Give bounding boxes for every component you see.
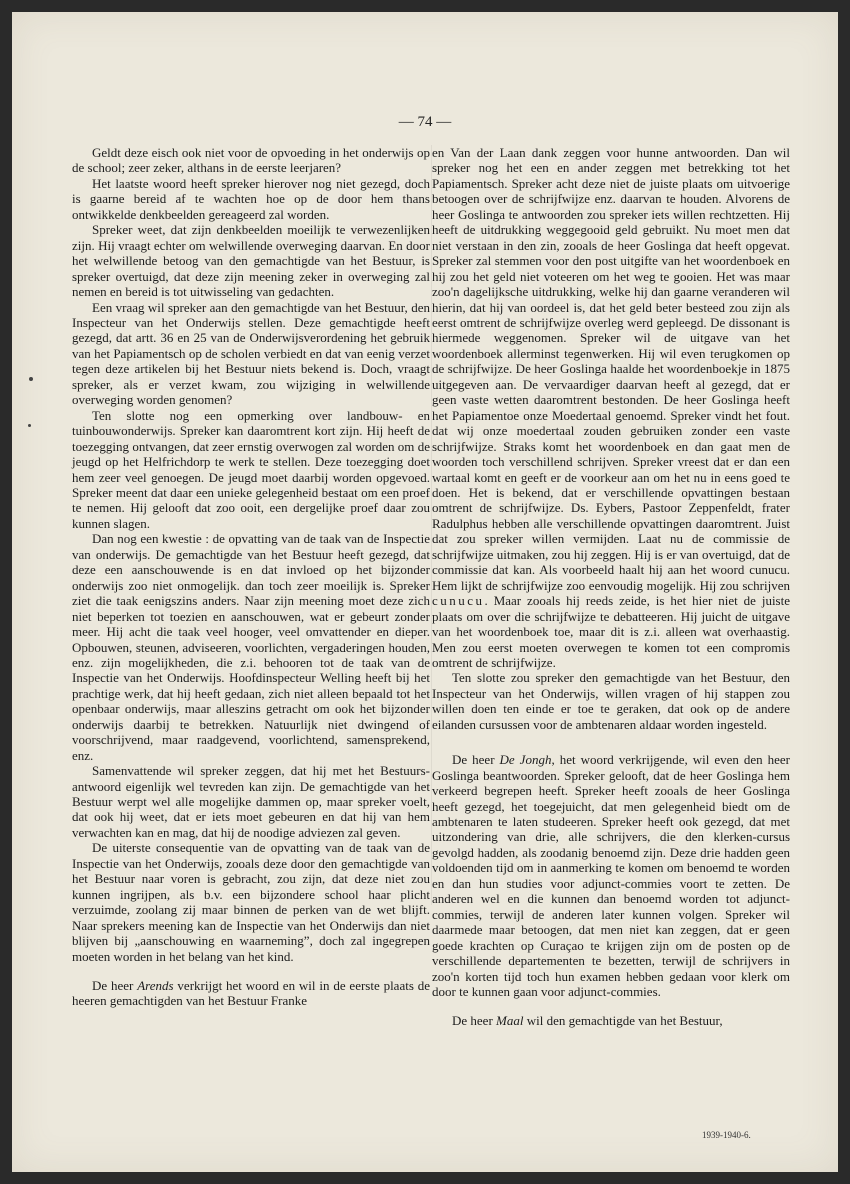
speaker-name: De Jongh (499, 752, 552, 768)
paragraph-maal (432, 1013, 790, 1028)
left-column (72, 145, 430, 1009)
document-page (12, 12, 838, 1172)
paragraph: De uiterste consequentie van de opvatting van de taak van de Inspectie van het Onderwijs, zooals deze door den gemachtigde van het Bestuur naar voren is gebracht, zou zijn, dat deze niet zou kunnen ingrijpen, als b.v. een bijzondere school haar plicht verzuimde, zoolang zij maar binnen de perken van de wet blijft. Naar sprekers meening kan de Inspectie van het Onderwijs dan niet blijven bij „aanschouwing en waarneming”, doch zal ingegrepen moeten worden in het belang van het kind. (72, 840, 430, 964)
speaker-name: Maal (496, 1013, 524, 1029)
paragraph: Het laatste woord heeft spreker hierover nog niet gezegd, doch is gaarne bereid af te wachten hoe op de door hem thans ontwikkelde denkbeelden gereageerd zal worden. (72, 175, 430, 222)
text-run: . Maar zooals hij reeds zeide, is het hier niet de juiste plaats om over die schrijfwijze te debatteeren. Hij juicht de uitgave van het woordenboek toe, maar dit is z.i. alleen wat overhaastig. Men zou eerst moeten overwegen te komen tot een compromis omtrent de schrijfwijze. (432, 593, 790, 670)
paragraph-de-jongh (432, 752, 790, 999)
text-run: De heer (92, 978, 138, 994)
paragraph: Ten slotte nog een opmerking over landbouw- en tuinbouwonderwijs. Spreker kan daaromtrent kort zijn. Hij heeft de toezegging ontvangen, dat zeer ernstig overwogen zal worden om de jeugd op het Helfrichdorp te werk te stellen. Deze toezegging doet hem zeer veel genoegen. De jeugd moet daarbij worden opgevoed. Spreker meent dat daar een unieke gelegenheid bestaat om een proef te nemen. Hij gelooft dat zoo ooit, een dergelijke proef daar zou kunnen slagen. (72, 407, 430, 531)
paragraph: Dan nog een kwestie : de opvatting van de taak van de Inspectie van onderwijs. De gemachtigde van het Bestuur heeft gezegd, dat deze een aanschouwende is en dat invloed op het bijzonder onderwijs zoo niet onmogelijk. dan toch zeer moeilijk is. Spreker ziet die taak eenigszins anders. Naar zijn meening moet deze zich niet beperken tot toezien en aanschouwen, wat er gebeurt zonder meer. Hij acht die taak veel hooger, veel omvattender en dieper. Opbouwen, steunen, adviseeren, voorlichten, vergaderingen houden, enz. zijn mogelijkheden, die z.i. behooren tot de taak van de Inspectie van het Onderwijs. Hoofdinspecteur Welling heeft bij het prachtige werk, dat hij heeft gedaan, zich niet alleen bepaald tot het openbaar onderwijs, maar alleszins getracht om ook het bijzonder onderwijs daarbij te betrekken. Natuurlijk niet dwingend of voorschrijvend, maar raadgevend, voorlichtend, samensprekend, enz. (72, 531, 430, 763)
text-run: De heer (452, 752, 500, 768)
spaced-word: cunucu (432, 593, 485, 609)
text-run: en Van der Laan dank zeggen voor hunne antwoorden. Dan wil spreker nog het een en ander zeggen met betrekking tot het Papiamentsch. Spreker acht deze niet de juiste plaats om uitvoerige betoogen over de schrijfwijze enz. daarvan te houden. Alvorens de heer Goslinga te antwoorden zou spreker iets willen rechtzetten. Hij heeft de uitdrukking weggegooid geld gebruikt. Nu moet men dat niet verstaan in den zin, zooals de heer Goslinga dat heeft opgevat. Spreker zal stemmen voor den post uitgifte van het woordenboek en hij zou het geld niet voteeren om het weg te gooien. Het was maar zoo'n dagelijksche uitdrukking, welke hij dan gaarne veranderen wil hierin, dat hij van oordeel is, dat het geld beter besteed zou zijn als eerst omtrent de schrijfwijze overleg werd gepleegd. De dissonant is hiermede weggenomen. Spreker wil de uitgave van het woordenboek allerminst tegenwerken. Hij wil even terugkomen op de schrijfwijze. De heer Goslinga haalde het woordenboekje in 1875 uitgegeven aan. De vervaardiger daarvan heeft al gezegd, dat er geen vaste wetten daaromtrent bestonden. De heer Goslinga heeft het Papiamentoe onze Moedertaal genoemd. Spreker vindt het fout. dat wij onze moedertaal zouden gebruiken zonder een vaste schrijfwijze. Straks komt het woordenboek en dan gaat men de woorden toch verschillend schrijven. Spreker vreest dat er dan een wartaal komt en geeft er de voorkeur aan om het nu in eens goed te doen. Het is bekend, dat er verschillende opvattingen bestaan omtrent de schrijfwijze. Ds. Eybers, Pastoor Zeppenfeldt, frater Radulphus hebben alle verschillende opvattingen daaromtrent. Juist dat zou spreker willen vermijden. Laat nu de commissie de schrijfwijze uitmaken, zou hij zeggen. Hij is er van overtuigd, dat de commissie dat kan. Als voorbeeld haalt hij aan het woord cunucu. Hem lijkt de schrijfwijze zoo eenvoudig mogelijk. Hij zou schrijven (432, 145, 790, 593)
paragraph-continued (432, 145, 790, 670)
paragraph: Samenvattende wil spreker zeggen, dat hij met het Bestuurs-antwoord eigenlijk wel tevreden kan zijn. De gemachtigde van het Bestuur werpt wel alle mogelijke dammen op, maar spreker voelt, dat ook hij weet, dat er iets moet gebeuren en dat hij van hem verwachten kan en mag, dat hij de noodige adviezen zal geven. (72, 763, 430, 840)
paragraph: Spreker weet, dat zijn denkbeelden moeilijk te verwezenlijken zijn. Hij vraagt echter om welwillende overweging daarvan. En door het welwillende betoog van den gemachtigde van het Bestuur, is spreker overtuigd, dat deze zijn meening zeker in overweging zal nemen en bereid is tot uitwisseling van gedachten. (72, 222, 430, 300)
paragraph: Een vraag wil spreker aan den gemachtigde van het Bestuur, den Inspecteur van het Onderwijs stellen. Deze gemachtigde heeft gezegd, dat artt. 36 en 25 van de Onderwijsverordening het gebruik van het Papiamentsch op de scholen verbiedt en dat van eenig verzet tegen deze artikelen bij het Bestuur niets bekend is. Doch, vraagt spreker, als er verzet kwam, zou wijziging in welwillende overweging worden genomen? (72, 299, 430, 408)
paragraph-arends (72, 978, 430, 1009)
footer-code: 1939-1940-6. (702, 1130, 751, 1140)
text-run: wil den gemachtigde van het Bestuur, (523, 1013, 723, 1029)
speaker-name: Arends (137, 978, 174, 994)
margin-mark (29, 377, 33, 381)
right-column (432, 145, 790, 1029)
text-run: De heer (452, 1013, 497, 1029)
paragraph: Ten slotte zou spreker den gemachtigde van het Bestuur, den Inspecteur van het Onderwijs, willen vragen of hij stappen zou willen doen ten einde er toe te geraken, dat ook op de andere eilanden cursussen voor de ambtenaren aldaar worden ingesteld. (432, 670, 790, 732)
page-number: — 74 — (398, 114, 452, 130)
text-run: , het woord verkrijgende, wil even den heer Goslinga beantwoorden. Spreker gelooft, dat de heer Goslinga hem verkeerd begrepen heeft. Spreker heeft zooals de heer Goslinga heeft gezegd, het toegejuicht, dat men gelegenheid biedt om de ambtenaren te laten studeeren. Spreker heeft ook gezegd, dat met uitzondering van drie, alle schrijvers, die den klerken-cursus gevolgd hadden, als zoodanig benoemd zijn. Deze drie hadden geen voldoenden tijd om in aanmerking te komen om benoemd te worden en dan hun studies voor adjunct-commies voort te zetten. De anderen wel en die kunnen dan benoemd worden tot adjunct-commies, terwijl de anderen later kunnen volgen. Spreker wil daarmede maar betoogen, dat men niet kan zeggen, dat er geen goede krachten op Curaçao te krijgen zijn om de posten op de verschillende departementen te bezetten, terwijl de schrijvers in zoo'n korten tijd toch hun examen hebben gedaan voor klerk om door te kunnen gaan voor adjunct-commies. (432, 752, 790, 1000)
margin-mark (28, 424, 31, 427)
paragraph: Geldt deze eisch ook niet voor de opvoeding in het onderwijs op de school; zeer zeker, althans in de eerste leerjaren? (72, 145, 430, 176)
text-run: verkrijgt het woord en wil in de eerste plaats de heeren gemachtigden van het Bestuur Franke (72, 978, 431, 1009)
